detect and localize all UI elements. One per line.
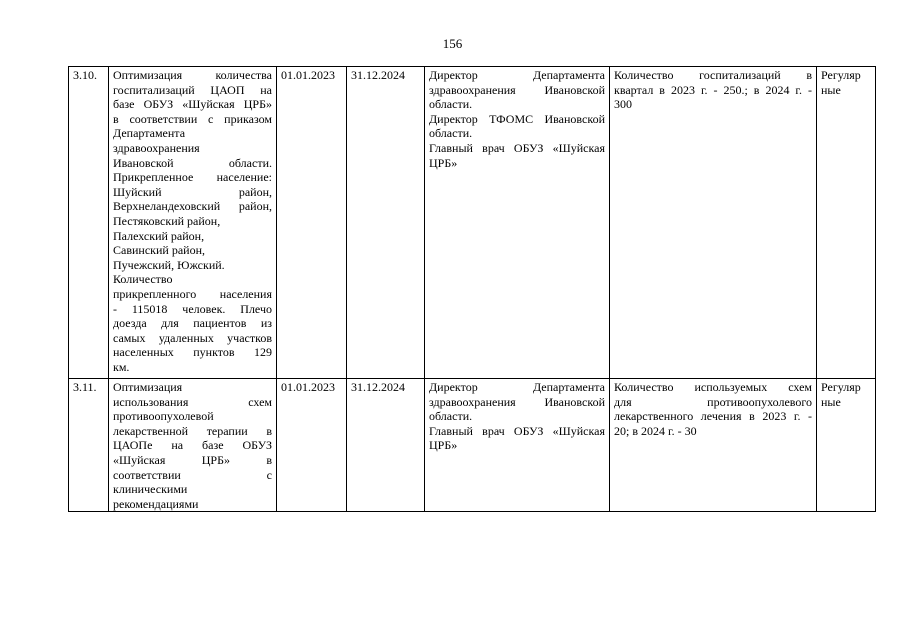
measure-name-line: км. xyxy=(113,359,130,374)
measure-name-line: в соответствии с приказом xyxy=(113,111,272,126)
responsible-line: Главный врач ОБУЗ «Шуйская xyxy=(429,423,605,438)
result-line: квартал в 2023 г. - 250.; в 2024 г. - xyxy=(614,82,812,97)
measure-name-line: Верхнеландеховский район, xyxy=(113,199,272,214)
measure-name-line: населенных пунктов 129 xyxy=(113,345,272,360)
start-date-cell: 01.01.2023 xyxy=(277,67,347,379)
measure-name-line: Прикрепленное население: xyxy=(113,170,272,185)
periodicity-line: Регуляр xyxy=(821,380,861,394)
measure-name-line: базе ОБУЗ «Шуйская ЦРБ» xyxy=(113,97,272,112)
measure-name-line: ЦАОПе на базе ОБУЗ xyxy=(113,438,272,453)
measure-name-line: «Шуйская ЦРБ» в xyxy=(113,452,272,467)
result-line: лекарственного лечения в 2023 г. - xyxy=(614,409,812,424)
measure-name-line: Оптимизация количества xyxy=(113,68,272,82)
result-cell xyxy=(610,67,817,379)
responsible-line: области. xyxy=(429,409,473,424)
item-number-cell: 3.10. xyxy=(69,67,109,379)
result-line: для противоопухолевого xyxy=(614,394,812,409)
measure-name-line: доезда для пациентов из xyxy=(113,316,272,331)
measure-name-line: Шуйский район, xyxy=(113,184,272,199)
responsible-line: Директор ТФОМС Ивановской xyxy=(429,111,605,126)
periodicity-line: ные xyxy=(821,82,841,97)
measure-name-line: Савинский район, xyxy=(113,243,206,258)
responsible-line: ЦРБ» xyxy=(429,438,458,453)
page-number: 156 xyxy=(442,36,463,51)
measure-name-line: - 115018 человек. Плечо xyxy=(113,301,272,316)
measure-name-line: использования схем xyxy=(113,394,272,409)
measure-name-line: противоопухолевой xyxy=(113,409,214,424)
measure-name-line: Ивановской области. xyxy=(113,155,272,170)
responsible-line: Директор Департамента xyxy=(429,380,605,394)
table-row xyxy=(69,379,876,512)
result-line: 300 xyxy=(614,97,632,112)
responsible-line: здравоохранения Ивановской xyxy=(429,82,605,97)
measure-name-line: госпитализаций ЦАОП на xyxy=(113,82,272,97)
result-line: 20; в 2024 г. - 30 xyxy=(614,423,697,438)
periodicity-line: ные xyxy=(821,394,841,409)
end-date-cell: 31.12.2024 xyxy=(347,379,425,512)
responsible-cell xyxy=(425,67,610,379)
plan-table xyxy=(68,66,876,512)
item-number-cell: 3.11. xyxy=(69,379,109,512)
measure-name-line: соответствии с xyxy=(113,467,272,482)
measure-name-line: Пучежский, Южский. xyxy=(113,257,225,272)
responsible-line: здравоохранения Ивановской xyxy=(429,394,605,409)
periodicity-cell xyxy=(817,379,876,512)
measure-name-cell xyxy=(109,379,277,512)
responsible-line: Главный врач ОБУЗ «Шуйская xyxy=(429,140,605,155)
measure-name-line: здравоохранения xyxy=(113,140,200,155)
table-row xyxy=(69,67,876,379)
responsible-cell xyxy=(425,379,610,512)
responsible-line: области. xyxy=(429,97,473,112)
measure-name-line: прикрепленного населения xyxy=(113,286,272,301)
measure-name-line: клиническими xyxy=(113,482,188,497)
measure-name-line: Палехский район, xyxy=(113,228,205,243)
responsible-line: ЦРБ» xyxy=(429,155,458,170)
measure-name-line: Департамента xyxy=(113,126,186,141)
measure-name-line: лекарственной терапии в xyxy=(113,423,272,438)
periodicity-cell xyxy=(817,67,876,379)
measure-name-line: самых удаленных участков xyxy=(113,330,272,345)
end-date-cell: 31.12.2024 xyxy=(347,67,425,379)
result-line: Количество госпитализаций в xyxy=(614,68,812,82)
measure-name-line: рекомендациями xyxy=(113,496,199,511)
measure-name-line: Количество xyxy=(113,272,173,287)
measure-name-line: Пестяковский район, xyxy=(113,213,221,228)
periodicity-line: Регуляр xyxy=(821,68,861,82)
result-line: Количество используемых схем xyxy=(614,380,812,394)
responsible-line: Директор Департамента xyxy=(429,68,605,82)
result-cell xyxy=(610,379,817,512)
responsible-line: области. xyxy=(429,126,473,141)
measure-name-cell xyxy=(109,67,277,379)
start-date-cell: 01.01.2023 xyxy=(277,379,347,512)
measure-name-line: Оптимизация xyxy=(113,380,183,394)
